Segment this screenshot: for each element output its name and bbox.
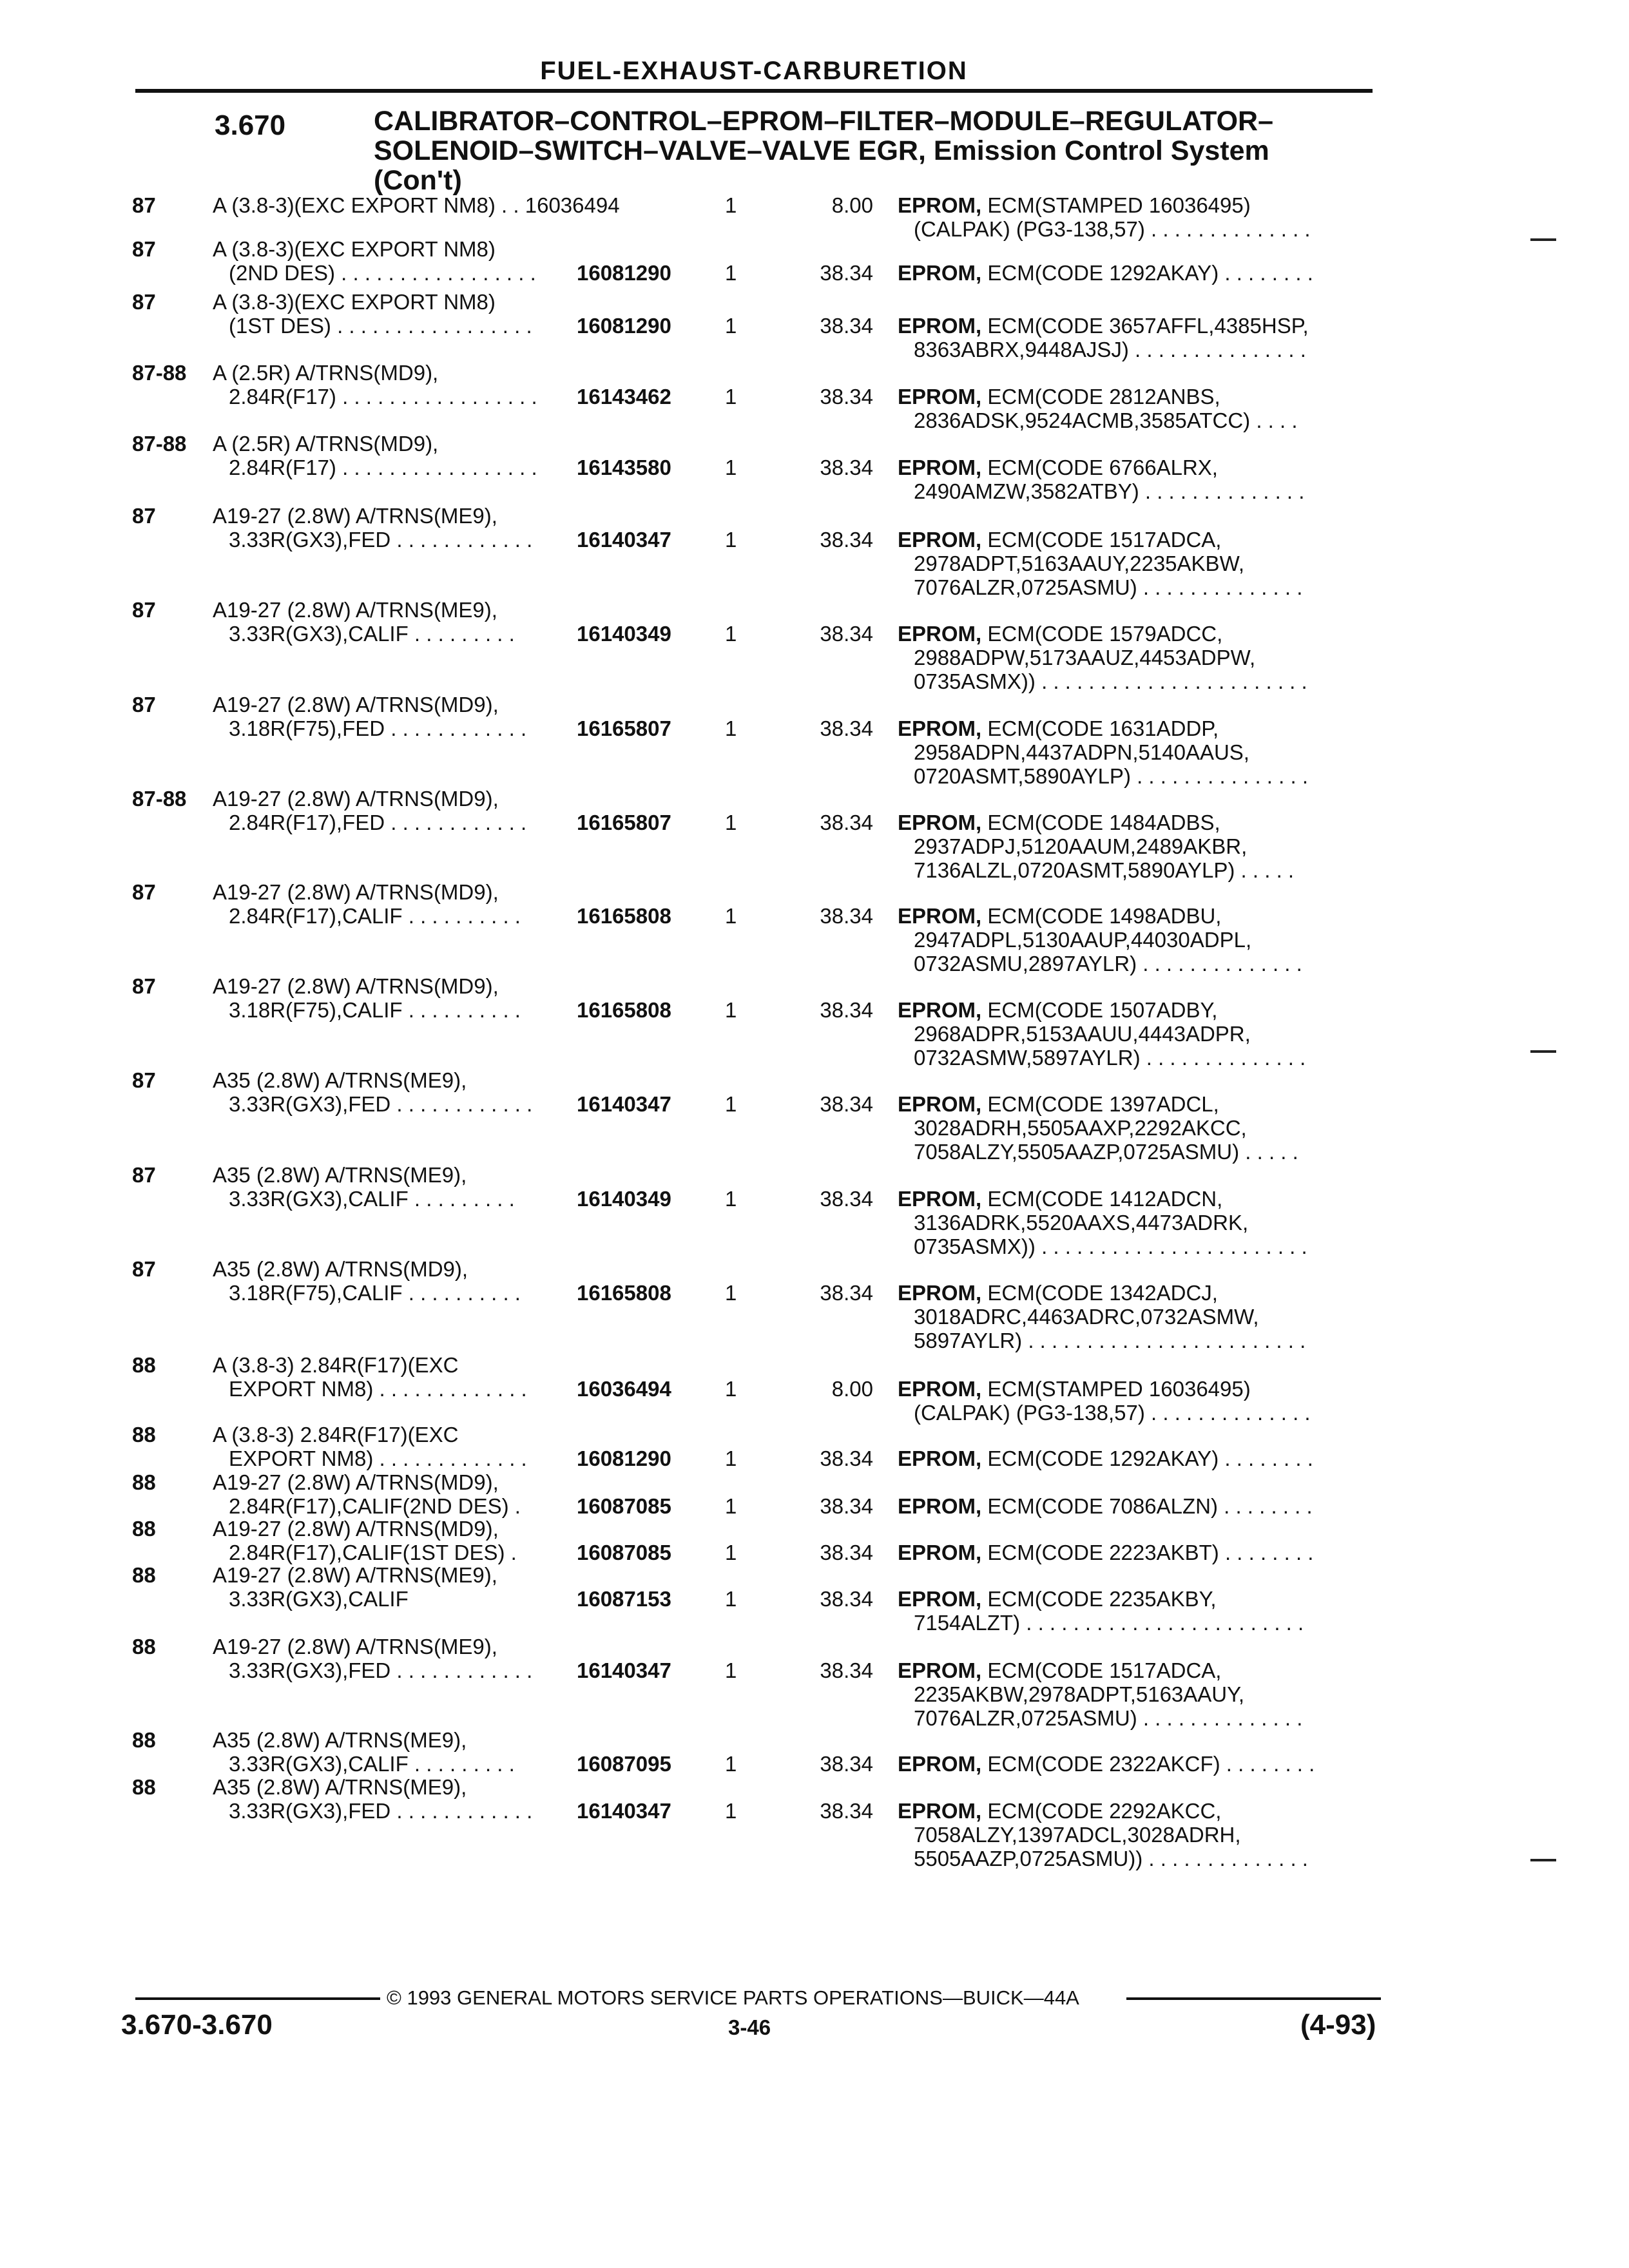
section-title-line-1: CALIBRATOR–CONTROL–EPROM–FILTER–MODULE–REGULATOR– bbox=[374, 106, 1273, 137]
quantity: 1 bbox=[725, 1752, 737, 1776]
part-description-line: 7076ALZR,0725ASMU) . . . . . . . . . . . . . . bbox=[914, 575, 1303, 599]
price: 38.34 bbox=[820, 811, 873, 834]
description-line: A (3.8-3)(EXC EXPORT NM8) . . 16036494 bbox=[213, 193, 620, 217]
description-line: A (3.8-3) 2.84R(F17)(EXC bbox=[213, 1353, 459, 1377]
price: 38.34 bbox=[820, 456, 873, 479]
quantity: 1 bbox=[725, 193, 737, 217]
description-line: (1ST DES) . . . . . . . . . . . . . . . . . bbox=[229, 314, 532, 338]
part-description-line: EPROM, ECM(CODE 6766ALRX, bbox=[898, 456, 1218, 479]
part-description-line: 5897AYLR) . . . . . . . . . . . . . . . . . . . . . . . . bbox=[914, 1329, 1306, 1352]
part-description bbox=[898, 1587, 1387, 1635]
part-number: 16140347 bbox=[577, 1658, 671, 1682]
description-line: A19-27 (2.8W) A/TRNS(MD9), bbox=[213, 880, 499, 904]
part-description bbox=[898, 904, 1387, 975]
copyright-text: © 1993 GENERAL MOTORS SERVICE PARTS OPERATIONS—BUICK—44A bbox=[387, 1986, 1079, 2009]
part-number: 16165807 bbox=[577, 716, 671, 740]
description-line: A19-27 (2.8W) A/TRNS(MD9), bbox=[213, 1470, 499, 1494]
part-description-line: EPROM, ECM(CODE 1498ADBU, bbox=[898, 904, 1222, 928]
model-year: 87 bbox=[132, 880, 156, 904]
quantity: 1 bbox=[725, 811, 737, 834]
description-line: A35 (2.8W) A/TRNS(ME9), bbox=[213, 1163, 467, 1187]
model-year: 87 bbox=[132, 598, 156, 622]
page-header-title: FUEL-EXHAUST-CARBURETION bbox=[540, 57, 968, 85]
quantity: 1 bbox=[725, 716, 737, 740]
description-line: A19-27 (2.8W) A/TRNS(ME9), bbox=[213, 1635, 497, 1658]
part-description-line: 8363ABRX,9448AJSJ) . . . . . . . . . . . . . . . bbox=[914, 338, 1306, 361]
price: 8.00 bbox=[831, 1377, 873, 1401]
description-line: 3.33R(GX3),CALIF . . . . . . . . . bbox=[229, 1187, 515, 1211]
application-description bbox=[213, 598, 625, 646]
model-year: 88 bbox=[132, 1353, 156, 1377]
quantity: 1 bbox=[725, 1541, 737, 1564]
description-line: 2.84R(F17),CALIF(1ST DES) . bbox=[229, 1541, 517, 1564]
part-number: 16165808 bbox=[577, 998, 671, 1022]
model-year: 87-88 bbox=[132, 787, 187, 811]
quantity: 1 bbox=[725, 1446, 737, 1470]
description-line: A (2.5R) A/TRNS(MD9), bbox=[213, 361, 439, 385]
description-line: A35 (2.8W) A/TRNS(ME9), bbox=[213, 1068, 467, 1092]
description-line: 2.84R(F17),FED . . . . . . . . . . . . bbox=[229, 811, 527, 834]
description-line: (2ND DES) . . . . . . . . . . . . . . . . . bbox=[229, 261, 536, 285]
application-description bbox=[213, 974, 625, 1022]
part-description-line: 2490AMZW,3582ATBY) . . . . . . . . . . . . . . bbox=[914, 479, 1305, 503]
part-description-line: 0720ASMT,5890AYLP) . . . . . . . . . . . . . . . bbox=[914, 764, 1308, 788]
part-description-line: 3028ADRH,5505AAXP,2292AKCC, bbox=[914, 1116, 1247, 1140]
part-description-line: 7058ALZY,1397ADCL,3028ADRH, bbox=[914, 1823, 1241, 1847]
part-description bbox=[898, 1541, 1387, 1564]
price: 38.34 bbox=[820, 1587, 873, 1611]
price: 38.34 bbox=[820, 1541, 873, 1564]
quantity: 1 bbox=[725, 1658, 737, 1682]
part-number: 16081290 bbox=[577, 314, 671, 338]
part-number: 16140349 bbox=[577, 622, 671, 646]
part-description-line: EPROM, ECM(CODE 1342ADCJ, bbox=[898, 1281, 1218, 1305]
part-description-line: 2947ADPL,5130AAUP,44030ADPL, bbox=[914, 928, 1252, 952]
price: 38.34 bbox=[820, 1752, 873, 1776]
quantity: 1 bbox=[725, 1799, 737, 1823]
part-number: 16165808 bbox=[577, 904, 671, 928]
part-description-line: 2968ADPR,5153AAUU,4443ADPR, bbox=[914, 1022, 1251, 1046]
description-line: A19-27 (2.8W) A/TRNS(ME9), bbox=[213, 598, 497, 622]
part-number: 16081290 bbox=[577, 1446, 671, 1470]
model-year: 87 bbox=[132, 693, 156, 716]
price: 38.34 bbox=[820, 1187, 873, 1211]
part-number: 16081290 bbox=[577, 261, 671, 285]
price: 38.34 bbox=[820, 1446, 873, 1470]
description-line: 3.33R(GX3),FED . . . . . . . . . . . . bbox=[229, 1658, 533, 1682]
price: 38.34 bbox=[820, 528, 873, 552]
part-description bbox=[898, 1281, 1387, 1352]
part-number: 16087085 bbox=[577, 1541, 671, 1564]
model-year: 87 bbox=[132, 290, 156, 314]
model-year: 87 bbox=[132, 1163, 156, 1187]
part-number: 16140347 bbox=[577, 528, 671, 552]
part-description-line: 7076ALZR,0725ASMU) . . . . . . . . . . . . . . bbox=[914, 1706, 1303, 1730]
model-year: 88 bbox=[132, 1563, 156, 1587]
part-description-line: 0732ASMU,2897AYLR) . . . . . . . . . . . . . . bbox=[914, 952, 1302, 975]
part-description-line: 2988ADPW,5173AAUZ,4453ADPW, bbox=[914, 646, 1256, 669]
part-number: 16140347 bbox=[577, 1092, 671, 1116]
footer-section-range: 3.670-3.670 bbox=[121, 2009, 273, 2041]
part-description bbox=[898, 528, 1387, 599]
part-description-line: 2235AKBW,2978ADPT,5163AAUY, bbox=[914, 1682, 1245, 1706]
part-description bbox=[898, 1187, 1387, 1258]
part-description bbox=[898, 622, 1387, 693]
margin-mark bbox=[1530, 238, 1556, 241]
quantity: 1 bbox=[725, 1187, 737, 1211]
part-number: 16036494 bbox=[577, 1377, 671, 1401]
part-description-line: (CALPAK) (PG3-138,57) . . . . . . . . . . . . . . bbox=[914, 1401, 1311, 1425]
part-description-line: 2978ADPT,5163AAUY,2235AKBW, bbox=[914, 552, 1245, 575]
description-line: A35 (2.8W) A/TRNS(MD9), bbox=[213, 1257, 468, 1281]
model-year: 88 bbox=[132, 1423, 156, 1446]
part-description-line: 0732ASMW,5897AYLR) . . . . . . . . . . . . . . bbox=[914, 1046, 1306, 1070]
part-number: 16140347 bbox=[577, 1799, 671, 1823]
price: 38.34 bbox=[820, 1281, 873, 1305]
part-description-line: EPROM, ECM(CODE 1517ADCA, bbox=[898, 528, 1222, 552]
part-description-line: 0735ASMX)) . . . . . . . . . . . . . . . . . . . . . . . bbox=[914, 1235, 1307, 1258]
description-line: 3.18R(F75),FED . . . . . . . . . . . . bbox=[229, 716, 527, 740]
part-description-line: EPROM, ECM(STAMPED 16036495) bbox=[898, 193, 1251, 217]
price: 38.34 bbox=[820, 1092, 873, 1116]
quantity: 1 bbox=[725, 1494, 737, 1518]
part-description bbox=[898, 811, 1387, 882]
part-description-line: EPROM, ECM(CODE 2235AKBY, bbox=[898, 1587, 1217, 1611]
part-description bbox=[898, 1446, 1387, 1470]
part-description-line: 3136ADRK,5520AAXS,4473ADRK, bbox=[914, 1211, 1249, 1235]
application-description bbox=[213, 237, 625, 285]
application-description bbox=[213, 1517, 625, 1564]
model-year: 88 bbox=[132, 1775, 156, 1799]
model-year: 88 bbox=[132, 1517, 156, 1541]
model-year: 87 bbox=[132, 504, 156, 528]
margin-mark bbox=[1530, 1859, 1556, 1861]
price: 38.34 bbox=[820, 904, 873, 928]
part-description-line: 7154ALZT) . . . . . . . . . . . . . . . . . . . . . . . . bbox=[914, 1611, 1304, 1635]
part-description-line: 7058ALZY,5505AAZP,0725ASMU) . . . . . bbox=[914, 1140, 1298, 1164]
model-year: 87 bbox=[132, 193, 156, 217]
price: 38.34 bbox=[820, 998, 873, 1022]
part-description bbox=[898, 1752, 1387, 1776]
quantity: 1 bbox=[725, 1587, 737, 1611]
description-line: A35 (2.8W) A/TRNS(ME9), bbox=[213, 1728, 467, 1752]
part-description-line: EPROM, ECM(CODE 7086ALZN) . . . . . . . . bbox=[898, 1494, 1313, 1518]
application-description bbox=[213, 1068, 625, 1116]
application-description bbox=[213, 1353, 625, 1401]
section-title-line-3: (Con't) bbox=[374, 165, 462, 196]
quantity: 1 bbox=[725, 456, 737, 479]
part-description-line: EPROM, ECM(CODE 2812ANBS, bbox=[898, 385, 1220, 408]
price: 38.34 bbox=[820, 622, 873, 646]
part-description-line: EPROM, ECM(CODE 1292AKAY) . . . . . . . . bbox=[898, 1446, 1313, 1470]
description-line: 3.33R(GX3),CALIF bbox=[229, 1587, 409, 1611]
quantity: 1 bbox=[725, 528, 737, 552]
model-year: 88 bbox=[132, 1635, 156, 1658]
part-description-line: EPROM, ECM(CODE 2292AKCC, bbox=[898, 1799, 1222, 1823]
model-year: 87 bbox=[132, 974, 156, 998]
description-line: A19-27 (2.8W) A/TRNS(MD9), bbox=[213, 693, 499, 716]
quantity: 1 bbox=[725, 1377, 737, 1401]
part-description-line: 2958ADPN,4437ADPN,5140AAUS, bbox=[914, 740, 1249, 764]
quantity: 1 bbox=[725, 314, 737, 338]
part-description-line: EPROM, ECM(CODE 1579ADCC, bbox=[898, 622, 1223, 646]
part-number: 16165808 bbox=[577, 1281, 671, 1305]
application-description bbox=[213, 880, 625, 928]
section-title-line-2: SOLENOID–SWITCH–VALVE–VALVE EGR, Emission Control System bbox=[374, 135, 1269, 166]
description-line: A (2.5R) A/TRNS(MD9), bbox=[213, 432, 439, 456]
description-line: 3.33R(GX3),FED . . . . . . . . . . . . bbox=[229, 1092, 533, 1116]
part-description-line: EPROM, ECM(CODE 1484ADBS, bbox=[898, 811, 1220, 834]
description-line: 3.18R(F75),CALIF . . . . . . . . . . bbox=[229, 998, 521, 1022]
price: 38.34 bbox=[820, 314, 873, 338]
description-line: 2.84R(F17) . . . . . . . . . . . . . . . . . bbox=[229, 385, 537, 408]
description-line: A35 (2.8W) A/TRNS(ME9), bbox=[213, 1775, 467, 1799]
part-description-line: (CALPAK) (PG3-138,57) . . . . . . . . . . . . . . bbox=[914, 217, 1311, 241]
header-rule bbox=[135, 89, 1373, 93]
description-line: EXPORT NM8) . . . . . . . . . . . . . bbox=[229, 1377, 527, 1401]
part-description bbox=[898, 998, 1387, 1070]
application-description bbox=[213, 1775, 625, 1823]
description-line: 2.84R(F17),CALIF . . . . . . . . . . bbox=[229, 904, 521, 928]
description-line: A19-27 (2.8W) A/TRNS(MD9), bbox=[213, 1517, 499, 1541]
page-number: 3-46 bbox=[728, 2015, 771, 2039]
description-line: EXPORT NM8) . . . . . . . . . . . . . bbox=[229, 1446, 527, 1470]
model-year: 87 bbox=[132, 237, 156, 261]
part-description bbox=[898, 193, 1387, 241]
quantity: 1 bbox=[725, 904, 737, 928]
part-number: 16087153 bbox=[577, 1587, 671, 1611]
description-line: A (3.8-3) 2.84R(F17)(EXC bbox=[213, 1423, 459, 1446]
margin-mark bbox=[1530, 1050, 1556, 1053]
description-line: 3.33R(GX3),FED . . . . . . . . . . . . bbox=[229, 528, 533, 552]
model-year: 87 bbox=[132, 1257, 156, 1281]
part-description-line: EPROM, ECM(CODE 1631ADDP, bbox=[898, 716, 1219, 740]
price: 38.34 bbox=[820, 716, 873, 740]
description-line: 2.84R(F17),CALIF(2ND DES) . bbox=[229, 1494, 521, 1518]
application-description bbox=[213, 361, 625, 408]
quantity: 1 bbox=[725, 1281, 737, 1305]
part-description bbox=[898, 1092, 1387, 1164]
price: 38.34 bbox=[820, 1799, 873, 1823]
description-line: 3.33R(GX3),CALIF . . . . . . . . . bbox=[229, 1752, 515, 1776]
part-description-line: EPROM, ECM(CODE 1292AKAY) . . . . . . . . bbox=[898, 261, 1313, 285]
part-description-line: EPROM, ECM(CODE 2322AKCF) . . . . . . . . bbox=[898, 1752, 1315, 1776]
description-line: A19-27 (2.8W) A/TRNS(MD9), bbox=[213, 974, 499, 998]
application-description bbox=[213, 1470, 625, 1518]
part-description-line: 7136ALZL,0720ASMT,5890AYLP) . . . . . bbox=[914, 858, 1295, 882]
application-description bbox=[213, 1257, 625, 1305]
part-description-line: EPROM, ECM(CODE 1412ADCN, bbox=[898, 1187, 1223, 1211]
model-year: 87-88 bbox=[132, 361, 187, 385]
part-description-line: EPROM, ECM(STAMPED 16036495) bbox=[898, 1377, 1251, 1401]
footer-rule-right bbox=[1126, 1997, 1381, 2000]
application-description bbox=[213, 290, 625, 338]
description-line: 3.18R(F75),CALIF . . . . . . . . . . bbox=[229, 1281, 521, 1305]
model-year: 87-88 bbox=[132, 432, 187, 456]
price: 8.00 bbox=[831, 193, 873, 217]
quantity: 1 bbox=[725, 998, 737, 1022]
application-description bbox=[213, 432, 625, 479]
description-line: A19-27 (2.8W) A/TRNS(ME9), bbox=[213, 1563, 497, 1587]
application-description bbox=[213, 504, 625, 552]
model-year: 88 bbox=[132, 1470, 156, 1494]
part-description-line: EPROM, ECM(CODE 1517ADCA, bbox=[898, 1658, 1222, 1682]
application-description bbox=[213, 1423, 625, 1470]
application-description bbox=[213, 693, 625, 740]
description-line: A (3.8-3)(EXC EXPORT NM8) bbox=[213, 290, 496, 314]
part-description bbox=[898, 314, 1387, 361]
model-year: 87 bbox=[132, 1068, 156, 1092]
description-line: A (3.8-3)(EXC EXPORT NM8) bbox=[213, 237, 496, 261]
part-description bbox=[898, 261, 1387, 285]
part-description bbox=[898, 1658, 1387, 1730]
part-number: 16165807 bbox=[577, 811, 671, 834]
price: 38.34 bbox=[820, 261, 873, 285]
part-description-line: EPROM, ECM(CODE 1507ADBY, bbox=[898, 998, 1218, 1022]
part-description-line: 2836ADSK,9524ACMB,3585ATCC) . . . . bbox=[914, 408, 1298, 432]
part-description-line: EPROM, ECM(CODE 2223AKBT) . . . . . . . . bbox=[898, 1541, 1314, 1564]
model-year: 88 bbox=[132, 1728, 156, 1752]
section-title bbox=[374, 106, 1273, 195]
part-number: 16143580 bbox=[577, 456, 671, 479]
part-number: 16087095 bbox=[577, 1752, 671, 1776]
part-number: 16087085 bbox=[577, 1494, 671, 1518]
part-description-line: 0735ASMX)) . . . . . . . . . . . . . . . . . . . . . . . bbox=[914, 669, 1307, 693]
part-description-line: EPROM, ECM(CODE 3657AFFL,4385HSP, bbox=[898, 314, 1309, 338]
part-description bbox=[898, 385, 1387, 432]
description-line: 3.33R(GX3),CALIF . . . . . . . . . bbox=[229, 622, 515, 646]
application-description bbox=[213, 787, 625, 834]
application-description bbox=[213, 1163, 625, 1211]
part-description bbox=[898, 456, 1387, 503]
footer-rule-left bbox=[135, 1997, 380, 2000]
quantity: 1 bbox=[725, 1092, 737, 1116]
description-line: 3.33R(GX3),FED . . . . . . . . . . . . bbox=[229, 1799, 533, 1823]
description-line: A19-27 (2.8W) A/TRNS(MD9), bbox=[213, 787, 499, 811]
revision-date: (4-93) bbox=[1300, 2009, 1376, 2041]
application-description bbox=[213, 1728, 625, 1776]
part-number: 16143462 bbox=[577, 385, 671, 408]
part-description bbox=[898, 1799, 1387, 1870]
price: 38.34 bbox=[820, 1658, 873, 1682]
application-description bbox=[213, 193, 625, 217]
part-description-line: EPROM, ECM(CODE 1397ADCL, bbox=[898, 1092, 1219, 1116]
part-description-line: 3018ADRC,4463ADRC,0732ASMW, bbox=[914, 1305, 1259, 1329]
application-description bbox=[213, 1563, 625, 1611]
part-description-line: 5505AAZP,0725ASMU)) . . . . . . . . . . . . . . bbox=[914, 1847, 1308, 1870]
description-line: A19-27 (2.8W) A/TRNS(ME9), bbox=[213, 504, 497, 528]
quantity: 1 bbox=[725, 261, 737, 285]
price: 38.34 bbox=[820, 1494, 873, 1518]
quantity: 1 bbox=[725, 622, 737, 646]
part-description bbox=[898, 716, 1387, 788]
part-number: 16140349 bbox=[577, 1187, 671, 1211]
quantity: 1 bbox=[725, 385, 737, 408]
part-description bbox=[898, 1494, 1387, 1518]
application-description bbox=[213, 1635, 625, 1682]
part-description-line: 2937ADPJ,5120AAUM,2489AKBR, bbox=[914, 834, 1248, 858]
price: 38.34 bbox=[820, 385, 873, 408]
description-line: 2.84R(F17) . . . . . . . . . . . . . . . . . bbox=[229, 456, 537, 479]
part-description bbox=[898, 1377, 1387, 1425]
section-number: 3.670 bbox=[215, 110, 286, 141]
